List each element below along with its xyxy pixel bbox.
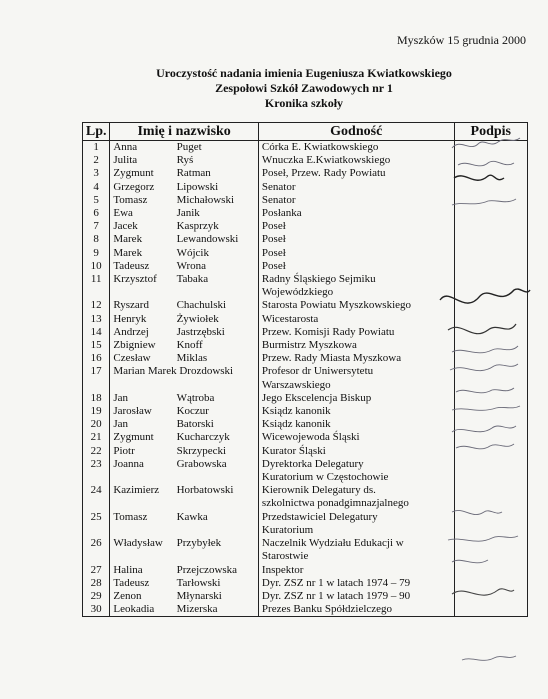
last-name: Jastrzębski (174, 326, 259, 339)
first-name-empty (110, 471, 174, 484)
signature-cell (454, 603, 527, 617)
row-number: 24 (83, 484, 110, 497)
signature-cell (454, 537, 527, 550)
table-row (83, 379, 528, 392)
role-cell: Posłanka (258, 207, 454, 220)
row-number: 26 (83, 537, 110, 550)
first-name: Zygmunt (110, 431, 174, 444)
last-name: Młynarski (174, 590, 259, 603)
role-cell-continued: Kuratorium (258, 524, 454, 537)
table-row (83, 260, 528, 273)
row-number: 25 (83, 511, 110, 524)
first-name: Marek (110, 247, 174, 260)
last-name: Batorski (174, 418, 259, 431)
table-row (83, 313, 528, 326)
signature-cell (454, 392, 527, 405)
row-number: 23 (83, 458, 110, 471)
signature-cell (454, 418, 527, 431)
signature-cell (454, 339, 527, 352)
first-name: Anna (110, 141, 174, 155)
first-name: Ewa (110, 207, 174, 220)
table-row (83, 511, 528, 524)
table-row (83, 299, 528, 312)
row-number: 9 (83, 247, 110, 260)
role-cell: Przew. Komisji Rady Powiatu (258, 326, 454, 339)
role-cell-continued: Starostwie (258, 550, 454, 563)
row-number: 8 (83, 233, 110, 246)
row-number: 28 (83, 577, 110, 590)
role-cell: Poseł (258, 247, 454, 260)
document-title (0, 66, 548, 111)
row-number: 16 (83, 352, 110, 365)
row-number: 17 (83, 365, 110, 378)
signature-cell (454, 445, 527, 458)
title-line-2: Zespołowi Szkół Zawodowych nr 1 (215, 81, 393, 95)
role-cell: Starosta Powiatu Myszkowskiego (258, 299, 454, 312)
column-header-lp: Lp. (83, 123, 110, 141)
last-name-empty (174, 550, 259, 563)
last-name: Przejczowska (174, 564, 259, 577)
role-cell: Przew. Rady Miasta Myszkowa (258, 352, 454, 365)
signature-cell (454, 431, 527, 444)
attendance-table (82, 122, 528, 617)
table-row (83, 524, 528, 537)
role-cell: Inspektor (258, 564, 454, 577)
last-name: Kucharczyk (174, 431, 259, 444)
table-row (83, 445, 528, 458)
first-name: Leokadia (110, 603, 174, 617)
signature-cell (454, 220, 527, 233)
signature-cell (454, 194, 527, 207)
signature-cell (454, 141, 527, 155)
last-name: Knoff (174, 339, 259, 352)
signature-cell (454, 352, 527, 365)
row-number: 21 (83, 431, 110, 444)
table-row (83, 603, 528, 617)
role-cell: Dyr. ZSZ nr 1 w latach 1979 – 90 (258, 590, 454, 603)
last-name: Puget (174, 141, 259, 155)
first-name: Tomasz (110, 511, 174, 524)
role-cell: Poseł, Przew. Rady Powiatu (258, 167, 454, 180)
first-name: Jan (110, 392, 174, 405)
row-number: 6 (83, 207, 110, 220)
row-number-empty (83, 550, 110, 563)
row-number-empty (83, 471, 110, 484)
row-number: 27 (83, 564, 110, 577)
last-name-empty (174, 471, 259, 484)
role-cell: Profesor dr Uniwersytetu (258, 365, 454, 378)
signature-cell (454, 590, 527, 603)
role-cell: Poseł (258, 260, 454, 273)
signature-cell (454, 313, 527, 326)
last-name: Wrona (174, 260, 259, 273)
row-number: 7 (83, 220, 110, 233)
role-cell: Burmistrz Myszkowa (258, 339, 454, 352)
first-name: Piotr (110, 445, 174, 458)
row-number: 19 (83, 405, 110, 418)
signature-cell (454, 577, 527, 590)
table-row (83, 194, 528, 207)
first-name: Grzegorz (110, 181, 174, 194)
table-row (83, 564, 528, 577)
signature-cell (454, 299, 527, 312)
role-cell-continued: Wojewódzkiego (258, 286, 454, 299)
table-row (83, 458, 528, 471)
role-cell: Senator (258, 194, 454, 207)
signature-cell (454, 286, 527, 299)
last-name: Mizerska (174, 603, 259, 617)
row-number: 12 (83, 299, 110, 312)
table-row (83, 537, 528, 550)
table-row (83, 141, 528, 155)
signature-cell (454, 564, 527, 577)
first-name: Marek (110, 233, 174, 246)
signature-cell (454, 247, 527, 260)
signature-cell (454, 181, 527, 194)
signature-cell (454, 260, 527, 273)
table-row (83, 247, 528, 260)
role-cell: Radny Śląskiego Sejmiku (258, 273, 454, 286)
first-name-empty (110, 286, 174, 299)
role-cell: Jego Ekscelencja Biskup (258, 392, 454, 405)
row-number: 22 (83, 445, 110, 458)
signature-cell (454, 484, 527, 497)
last-name: Lewandowski (174, 233, 259, 246)
last-name: Grabowska (174, 458, 259, 471)
signature-cell (454, 471, 527, 484)
table-row (83, 405, 528, 418)
table-row (83, 181, 528, 194)
role-cell: Przedstawiciel Delegatury (258, 511, 454, 524)
last-name: Skrzypecki (174, 445, 259, 458)
first-name: Tomasz (110, 194, 174, 207)
table-row (83, 326, 528, 339)
signature-cell (454, 273, 527, 286)
row-number: 4 (83, 181, 110, 194)
first-name: Zbigniew (110, 339, 174, 352)
role-cell: Dyrektorka Delegatury (258, 458, 454, 471)
row-number-empty (83, 497, 110, 510)
table-row (83, 339, 528, 352)
table-row (83, 590, 528, 603)
last-name: Horbatowski (174, 484, 259, 497)
role-cell: Prezes Banku Spółdzielczego (258, 603, 454, 617)
document-date: Myszków 15 grudnia 2000 (397, 33, 526, 47)
first-name: Julita (110, 154, 174, 167)
table-row (83, 497, 528, 510)
title-line-3: Kronika szkoły (264, 96, 344, 110)
role-cell: Poseł (258, 233, 454, 246)
table-row (83, 577, 528, 590)
signature-cell (454, 365, 527, 378)
signature-cell (454, 326, 527, 339)
signature-cell (454, 233, 527, 246)
role-cell-continued: szkolnictwa ponadgimnazjalnego (258, 497, 454, 510)
last-name: Tabaka (174, 273, 259, 286)
signature-cell (454, 497, 527, 510)
first-name: Jacek (110, 220, 174, 233)
last-name: Wątroba (174, 392, 259, 405)
signature-cell (454, 458, 527, 471)
row-number-empty (83, 379, 110, 392)
first-name: Ryszard (110, 299, 174, 312)
name-cell: Marian Marek Drozdowski (110, 365, 259, 378)
role-cell-continued: Kuratorium w Częstochowie (258, 471, 454, 484)
signature-cell (454, 511, 527, 524)
column-header-name: Imię i nazwisko (110, 123, 259, 141)
role-cell-continued: Warszawskiego (258, 379, 454, 392)
row-number: 10 (83, 260, 110, 273)
first-name-empty (110, 550, 174, 563)
row-number: 18 (83, 392, 110, 405)
first-name: Władysław (110, 537, 174, 550)
role-cell: Wicewojewoda Śląski (258, 431, 454, 444)
signature-cell (454, 524, 527, 537)
table-row (83, 207, 528, 220)
first-name: Jan (110, 418, 174, 431)
table-row (83, 471, 528, 484)
row-number-empty (83, 524, 110, 537)
first-name-empty (110, 524, 174, 537)
table-header-row (83, 123, 528, 141)
table-row (83, 418, 528, 431)
last-name-empty (174, 379, 259, 392)
row-number-empty (83, 286, 110, 299)
last-name: Michałowski (174, 194, 259, 207)
row-number: 30 (83, 603, 110, 617)
signature-cell (454, 405, 527, 418)
last-name: Kawka (174, 511, 259, 524)
role-cell: Senator (258, 181, 454, 194)
role-cell: Córka E. Kwiatkowskiego (258, 141, 454, 155)
table-row (83, 233, 528, 246)
table-row (83, 431, 528, 444)
row-number: 3 (83, 167, 110, 180)
first-name: Tadeusz (110, 577, 174, 590)
signature-cell (454, 207, 527, 220)
last-name: Ryś (174, 154, 259, 167)
role-cell: Kurator Śląski (258, 445, 454, 458)
row-number: 11 (83, 273, 110, 286)
first-name: Andrzej (110, 326, 174, 339)
first-name: Zygmunt (110, 167, 174, 180)
signature-cell (454, 167, 527, 180)
role-cell: Kierownik Delegatury ds. (258, 484, 454, 497)
last-name: Chachulski (174, 299, 259, 312)
title-line-1: Uroczystość nadania imienia Eugeniusza Kwiatkowskiego (156, 66, 452, 80)
table-row (83, 154, 528, 167)
first-name: Zenon (110, 590, 174, 603)
first-name-empty (110, 379, 174, 392)
last-name: Janik (174, 207, 259, 220)
row-number: 14 (83, 326, 110, 339)
last-name-empty (174, 524, 259, 537)
first-name: Halina (110, 564, 174, 577)
row-number: 20 (83, 418, 110, 431)
last-name: Koczur (174, 405, 259, 418)
row-number: 29 (83, 590, 110, 603)
last-name: Przybyłek (174, 537, 259, 550)
first-name: Henryk (110, 313, 174, 326)
first-name: Jarosław (110, 405, 174, 418)
table-row (83, 167, 528, 180)
row-number: 5 (83, 194, 110, 207)
column-header-role: Godność (258, 123, 454, 141)
last-name: Kasprzyk (174, 220, 259, 233)
role-cell: Wnuczka E.Kwiatkowskiego (258, 154, 454, 167)
last-name: Lipowski (174, 181, 259, 194)
signature-cell (454, 550, 527, 563)
first-name: Tadeusz (110, 260, 174, 273)
last-name: Ratman (174, 167, 259, 180)
last-name: Żywiołek (174, 313, 259, 326)
first-name: Kazimierz (110, 484, 174, 497)
role-cell: Ksiądz kanonik (258, 418, 454, 431)
role-cell: Naczelnik Wydziału Edukacji w (258, 537, 454, 550)
row-number: 13 (83, 313, 110, 326)
last-name: Miklas (174, 352, 259, 365)
last-name: Wójcik (174, 247, 259, 260)
table-row (83, 286, 528, 299)
row-number: 15 (83, 339, 110, 352)
row-number: 2 (83, 154, 110, 167)
table-row (83, 392, 528, 405)
column-header-signature: Podpis (454, 123, 527, 141)
last-name-empty (174, 497, 259, 510)
role-cell: Wicestarosta (258, 313, 454, 326)
role-cell: Poseł (258, 220, 454, 233)
last-name: Tarłowski (174, 577, 259, 590)
first-name: Joanna (110, 458, 174, 471)
role-cell: Ksiądz kanonik (258, 405, 454, 418)
signature-cell (454, 379, 527, 392)
role-cell: Dyr. ZSZ nr 1 w latach 1974 – 79 (258, 577, 454, 590)
table-row (83, 220, 528, 233)
table-row (83, 352, 528, 365)
first-name: Czesław (110, 352, 174, 365)
first-name: Krzysztof (110, 273, 174, 286)
table-row (83, 484, 528, 497)
table-row (83, 365, 528, 378)
table-row (83, 550, 528, 563)
table-row (83, 273, 528, 286)
signature-cell (454, 154, 527, 167)
signature-30 (462, 656, 516, 660)
last-name-empty (174, 286, 259, 299)
first-name-empty (110, 497, 174, 510)
row-number: 1 (83, 141, 110, 155)
